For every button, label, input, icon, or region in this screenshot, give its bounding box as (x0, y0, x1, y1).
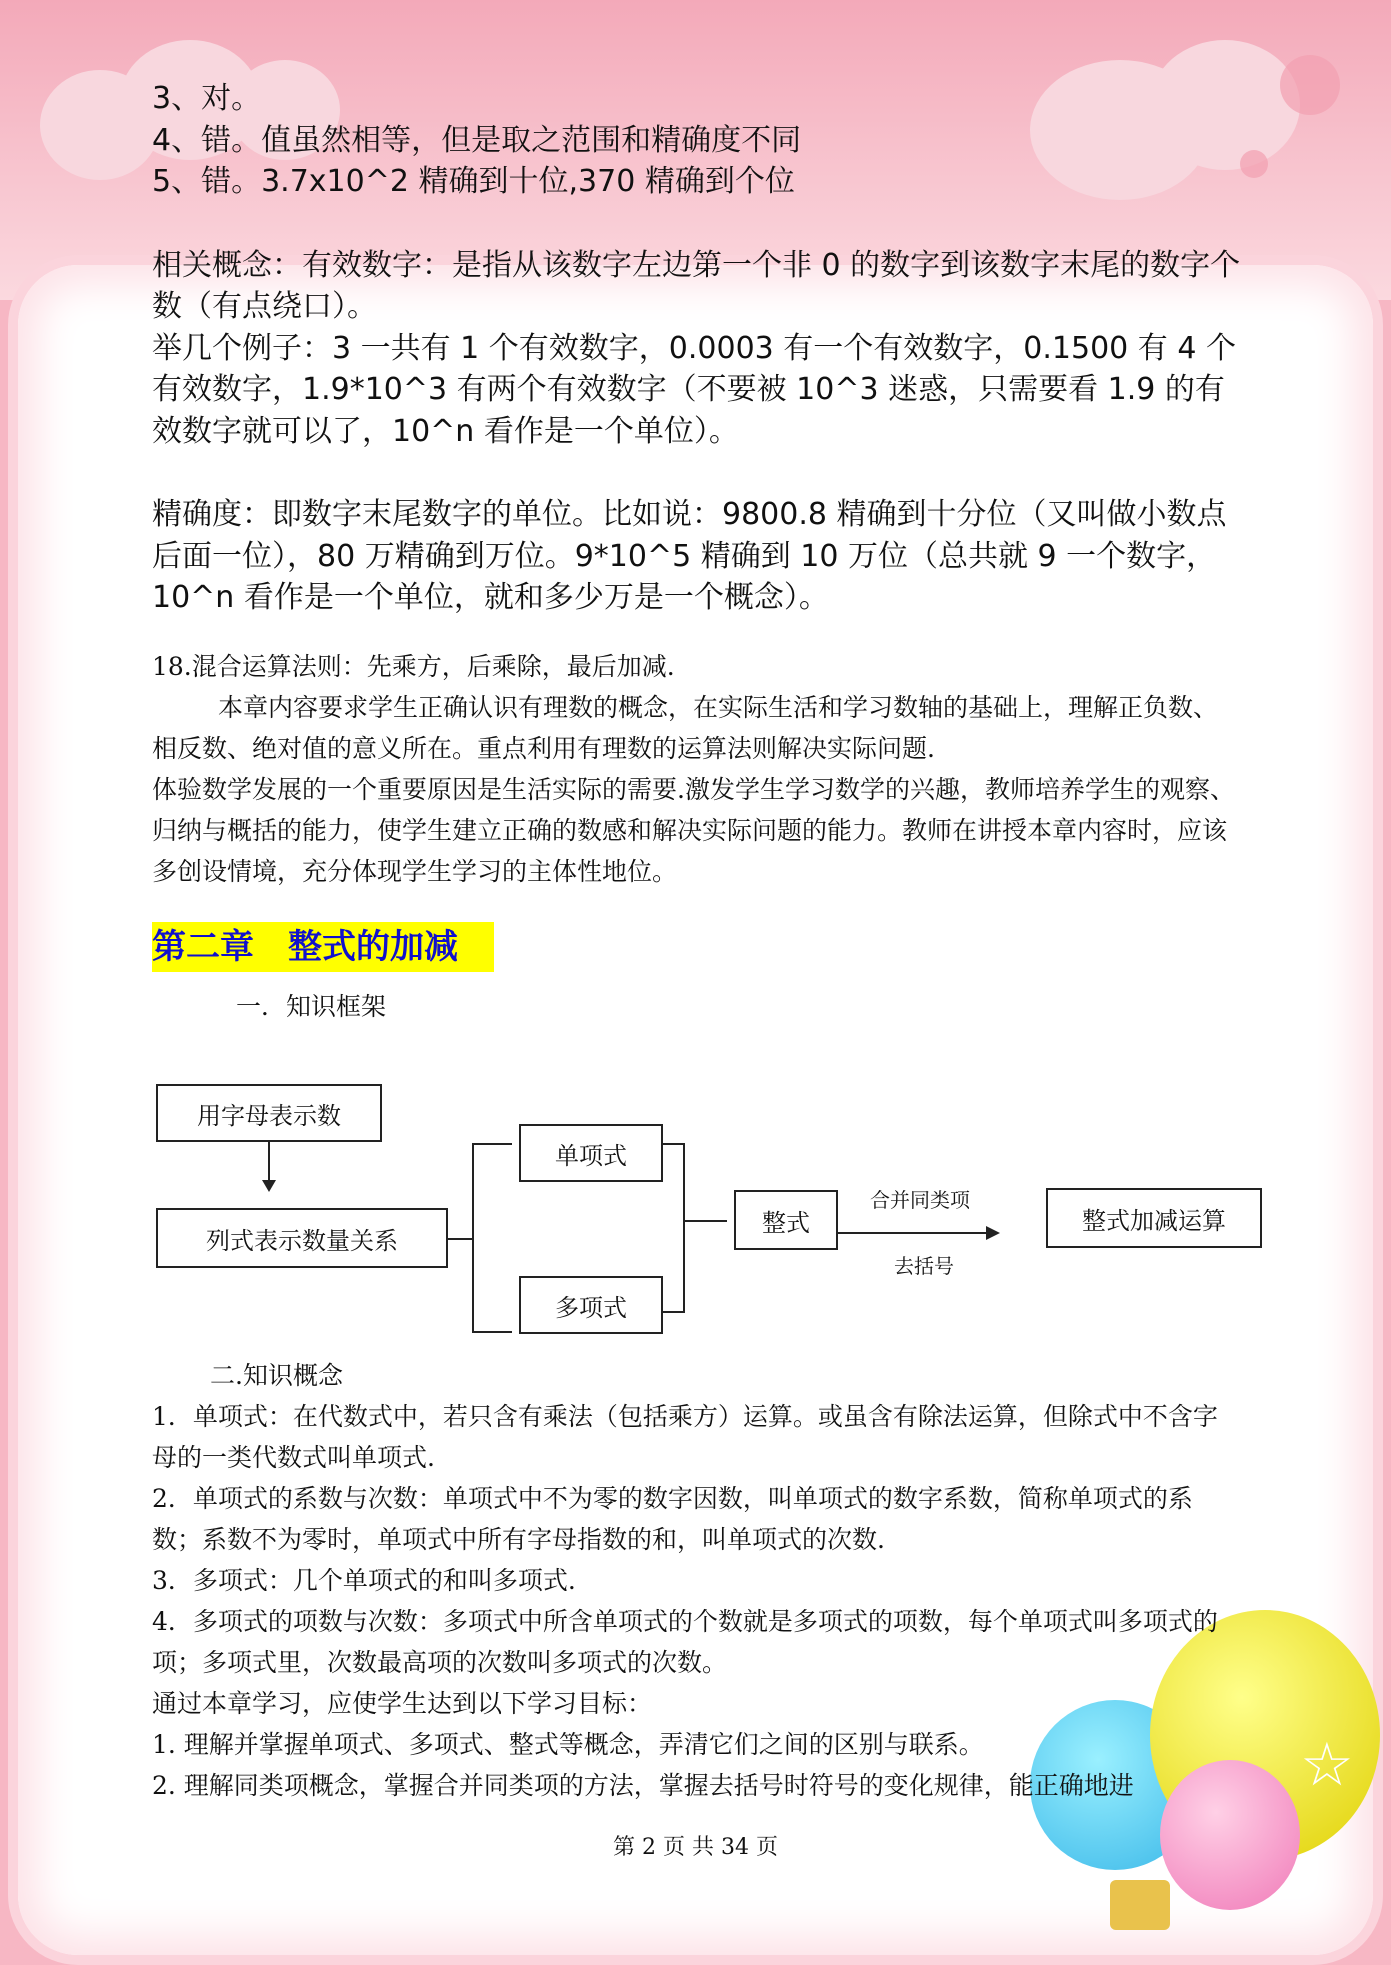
knowledge-framework-diagram (152, 1080, 1272, 1340)
answer-list (152, 78, 1242, 619)
star-icon: ☆ (1300, 1730, 1354, 1800)
goal-item: 2. 理解同类项概念，掌握合并同类项的方法，掌握去括号时符号的变化规律，能正确地进 (152, 1771, 1134, 1800)
diagram-connector (663, 1143, 685, 1145)
arrow-label-brackets: 去括号 (894, 1254, 954, 1278)
definition-item: 3．多项式：几个单项式的和叫多项式. (152, 1566, 576, 1595)
chapter1-summary: 本章内容要求学生正确认识有理数的概念，在实际生活和学习数轴的基础上，理解正负数、相反数、绝对值的意义所在。重点利用有理数的运算法则解决实际问题. (152, 692, 1219, 763)
diagram-connector (663, 1311, 685, 1313)
arrow-down-icon (262, 1180, 276, 1192)
concepts-section (152, 1355, 1242, 1806)
page-footer: 第 2 页 共 34 页 (613, 1835, 778, 1860)
diagram-connector (448, 1238, 472, 1240)
dot-decoration (1280, 55, 1340, 115)
chapter1-notes (152, 646, 1242, 892)
diagram-connector (472, 1331, 512, 1333)
balloon-basket-icon (1110, 1880, 1170, 1930)
diagram-box-operations: 整式加减运算 (1046, 1188, 1262, 1248)
diagram-box-letters: 用字母表示数 (156, 1084, 382, 1142)
arrow-right-icon (986, 1226, 1000, 1240)
concept-heading: 二.知识概念 (210, 1361, 343, 1390)
chapter1-goal: 体验数学发展的一个重要原因是生活实际的需要.激发学生学习数学的兴趣，教师培养学生的观察、归纳与概括的能力，使学生建立正确的数感和解决实际问题的能力。教师在讲授本章内容时，应该多创设情境，充分体现学生学习的主体性地位。 (152, 774, 1235, 886)
diagram-connector (683, 1220, 727, 1222)
diagram-box-expression: 列式表示数量关系 (156, 1208, 448, 1268)
precision-definition: 精确度：即数字末尾数字的单位。比如说：9800.8 精确到十分位（又叫做小数点后面一位），80 万精确到万位。9*10^5 精确到 10 万位（总共就 9 一个数字，10^n 看作是一个单位，就和多少万是一个概念）。 (152, 497, 1227, 615)
framework-heading: 一．知识框架 (236, 991, 387, 1021)
answer-item: 3、对。 (152, 81, 262, 116)
diagram-connector (472, 1143, 474, 1333)
arrow-label-combine: 合并同类项 (870, 1188, 970, 1212)
dot-decoration (1240, 150, 1268, 178)
chapter-title: 第二章 整式的加减 (152, 922, 494, 972)
significant-figures-definition: 相关概念：有效数字：是指从该数字左边第一个非 0 的数字到该数字末尾的数字个数（有点绕口）。 (152, 247, 1241, 324)
diagram-box-monomial: 单项式 (519, 1124, 663, 1182)
goals-intro: 通过本章学习，应使学生达到以下学习目标： (152, 1689, 653, 1718)
answer-item: 4、错。值虽然相等，但是取之范围和精确度不同 (152, 122, 802, 158)
definition-item: 1．单项式：在代数式中，若只含有乘法（包括乘方）运算。或虽含有除法运算，但除式中不含字母的一类代数式叫单项式. (152, 1402, 1218, 1472)
diagram-box-integral: 整式 (734, 1190, 838, 1250)
diagram-box-polynomial: 多项式 (519, 1276, 663, 1334)
definition-item: 2．单项式的系数与次数：单项式中不为零的数字因数，叫单项式的数字系数，简称单项式的系数；系数不为零时，单项式中所有字母指数的和，叫单项式的次数. (152, 1484, 1193, 1554)
definition-item: 4．多项式的项数与次数：多项式中所含单项式的个数就是多项式的项数，每个单项式叫多项式的项；多项式里，次数最高项的次数叫多项式的次数。 (152, 1607, 1218, 1677)
significant-figures-examples: 举几个例子：3 一共有 1 个有效数字，0.0003 有一个有效数字，0.1500 有 4 个有效数字，1.9*10^3 有两个有效数字（不要被 10^3 迷惑，只需要看 1.9 的有效数字就可以了，10^n 看作是一个单位）。 (152, 330, 1236, 449)
document-body (152, 78, 1242, 1027)
goal-item: 1. 理解并掌握单项式、多项式、整式等概念，弄清它们之间的区别与联系。 (152, 1730, 984, 1759)
diagram-arrow-line (838, 1232, 988, 1234)
diagram-connector (683, 1143, 685, 1313)
rule-18: 18.混合运算法则：先乘方，后乘除，最后加减. (152, 651, 675, 681)
answer-item: 5、错。3.7x10^2 精确到十位,370 精确到个位 (152, 164, 795, 199)
diagram-connector (472, 1143, 512, 1145)
